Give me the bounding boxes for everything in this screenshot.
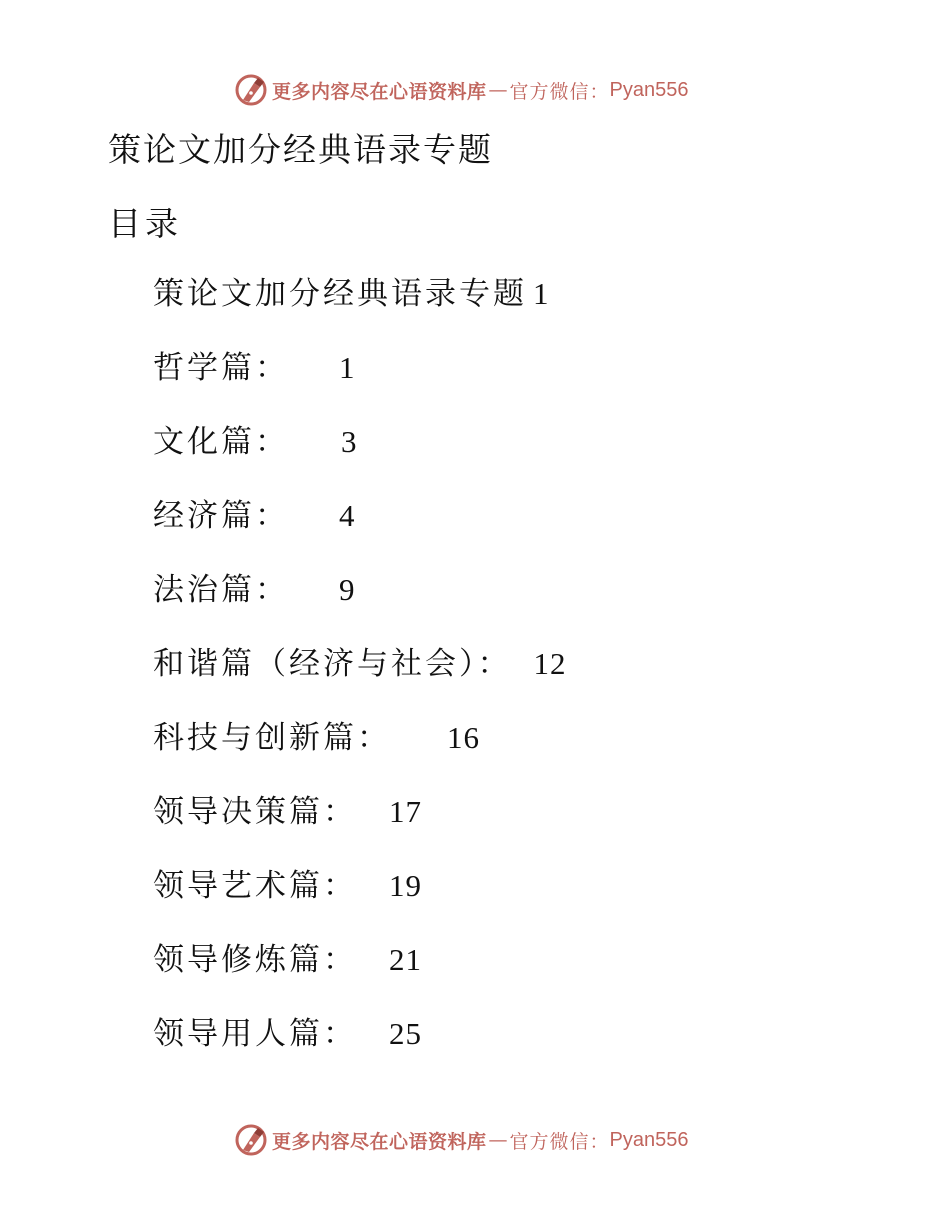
toc-entry-title[interactable] xyxy=(153,271,567,345)
toc-entry-page: 9 xyxy=(339,572,356,607)
banner-dash: — xyxy=(488,79,508,101)
toc-entry-label: 和谐篇（经济与社会）： xyxy=(153,646,512,682)
toc-entry-page: 12 xyxy=(533,646,567,681)
toc-entry-label: 领导艺术篇： xyxy=(153,868,357,904)
toc-entry-technology[interactable] xyxy=(153,715,567,789)
toc-entry-leadership-decision[interactable] xyxy=(153,789,567,863)
toc-entry-page: 21 xyxy=(389,942,422,977)
toc-entry-page: 1 xyxy=(533,276,550,311)
toc-entry-page: 19 xyxy=(389,868,422,903)
toc-entry-label: 领导决策篇： xyxy=(153,794,357,830)
toc-entry-philosophy[interactable] xyxy=(153,345,567,419)
toc-entry-page: 3 xyxy=(341,424,358,459)
header-banner xyxy=(234,70,689,110)
banner-wechat-id: Pyan556 xyxy=(609,78,689,101)
toc-entry-page: 16 xyxy=(447,720,480,755)
toc-heading: 目录 xyxy=(108,204,182,243)
banner-wechat-id: Pyan556 xyxy=(609,1128,689,1151)
toc-entry-label: 经济篇： xyxy=(153,498,289,534)
toc-entry-label: 领导修炼篇： xyxy=(153,942,357,978)
toc-entry-culture[interactable] xyxy=(153,419,567,493)
toc-entry-label: 文化篇： xyxy=(153,424,289,460)
toc-entry-label: 领导用人篇： xyxy=(153,1016,357,1052)
toc-entry-harmony[interactable] xyxy=(153,641,567,715)
toc-entry-page: 1 xyxy=(339,350,356,385)
toc-entry-leadership-cultivation[interactable] xyxy=(153,937,567,1011)
banner-site-text: 更多内容尽在心语资料库 xyxy=(272,1130,487,1153)
toc-entry-leadership-staffing[interactable] xyxy=(153,1011,567,1085)
toc-entry-label: 科技与创新篇： xyxy=(153,720,391,756)
toc-entry-label: 法治篇： xyxy=(153,572,289,608)
toc-entry-page: 25 xyxy=(389,1016,422,1051)
table-of-contents xyxy=(153,271,567,1085)
toc-entry-page: 17 xyxy=(389,794,422,829)
pen-nib-logo-icon xyxy=(234,73,268,107)
pen-nib-logo-icon xyxy=(234,1123,268,1157)
toc-entry-page: 4 xyxy=(339,498,356,533)
toc-entry-rule-of-law[interactable] xyxy=(153,567,567,641)
banner-dash: — xyxy=(488,1129,508,1151)
toc-entry-label: 策论文加分经典语录专题 xyxy=(153,276,527,312)
banner-wechat-label: 官方微信： xyxy=(509,1130,610,1153)
toc-entry-economy[interactable] xyxy=(153,493,567,567)
banner-site-text: 更多内容尽在心语资料库 xyxy=(272,80,487,103)
document-title: 策论文加分经典语录专题 xyxy=(108,130,493,169)
footer-banner xyxy=(234,1120,689,1160)
banner-wechat-label: 官方微信： xyxy=(509,80,610,103)
toc-entry-leadership-art[interactable] xyxy=(153,863,567,937)
toc-entry-label: 哲学篇： xyxy=(153,350,289,386)
